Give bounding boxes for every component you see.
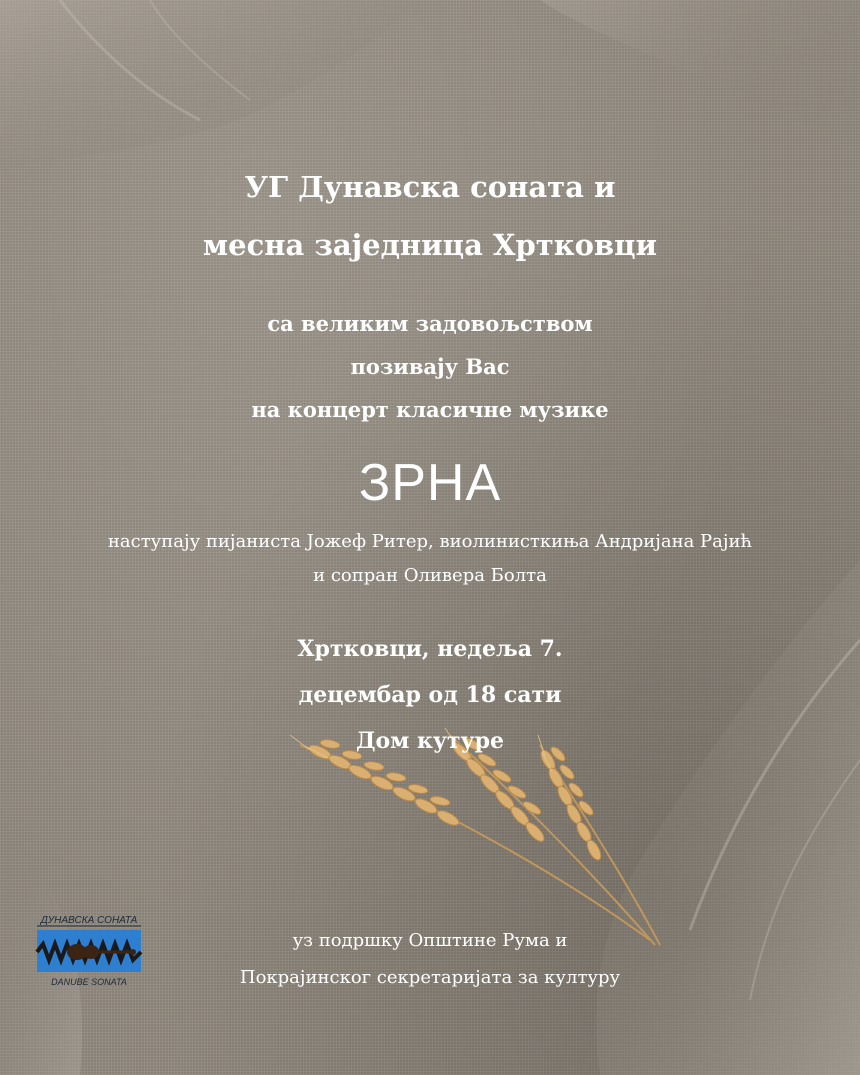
organizers-line-1: УГ Дунавска соната и xyxy=(244,170,616,204)
concert-title: ЗРНА xyxy=(358,454,502,512)
support-line-2: Покрајинског секретаријата за културу xyxy=(239,967,621,988)
invitation-line-2: позивају Вас xyxy=(350,354,510,379)
support-line-1: уз подршку Општине Рума и xyxy=(292,930,568,951)
event-venue-line: Дом кутуре xyxy=(355,728,505,754)
danube-sonata-logo xyxy=(33,912,145,990)
invitation-text xyxy=(0,302,860,431)
organizers xyxy=(0,158,860,274)
logo-bottom-text: DANUBE SONATA xyxy=(51,977,127,987)
performers-line-2: и сопран Оливера Болта xyxy=(313,565,547,586)
performers xyxy=(0,525,860,593)
performers-line-1: наступају пијаниста Јожеф Ритер, виолинисткиња Андријана Рајић xyxy=(107,531,753,552)
logo-top-text: ДУНАВСКА СОНАТА xyxy=(40,915,138,926)
event-details xyxy=(0,626,860,764)
event-time-line: децембар од 18 сати xyxy=(298,682,562,708)
invitation-line-1: са великим задовољством xyxy=(267,311,593,336)
event-date-line: Хртковци, недеља 7. xyxy=(297,636,563,662)
invitation-line-3: на концерт класичне музике xyxy=(251,397,609,422)
organizers-line-2: месна заједница Хртковци xyxy=(202,228,658,262)
